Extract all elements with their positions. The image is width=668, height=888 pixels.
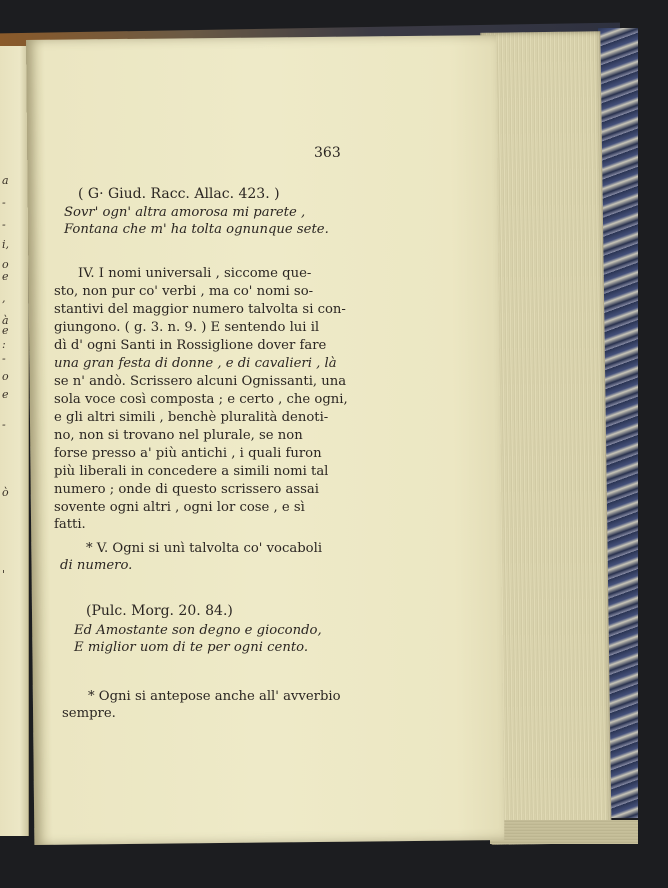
margin-fragment: - xyxy=(2,418,6,431)
note-line: * Ogni si antepose anche all' avverbio xyxy=(88,689,341,704)
paragraph-line: dì d' ogni Santi in Rossiglione dover fare xyxy=(54,338,327,353)
paragraph-line: una gran festa di donne , e di cavalieri , là xyxy=(54,356,337,371)
paragraph-line: giungono. ( g. 3. n. 9. ) E sentendo lui il xyxy=(54,320,320,335)
paragraph-line: se n' andò. Scrissero alcuni Ognissanti, una xyxy=(54,374,347,389)
paragraph-line: forse presso a' più antichi , i quali furon xyxy=(54,446,322,461)
margin-fragment: e xyxy=(2,324,9,337)
verse-line: Fontana che m' ha tolta ognunque sete. xyxy=(64,222,329,237)
paragraph-line: no, non si trovano nel plurale, se non xyxy=(54,428,303,443)
paragraph-line: sola voce così composta ; e certo , che ogni, xyxy=(54,392,348,407)
note-line: di numero. xyxy=(60,558,133,573)
page-number: 363 xyxy=(314,145,341,161)
note-line: * V. Ogni si unì talvolta co' vocaboli xyxy=(86,541,323,556)
left-page-fragment xyxy=(0,46,29,836)
margin-fragment: o xyxy=(2,370,9,383)
paragraph-line: più liberali in concedere a simili nomi tal xyxy=(54,464,329,479)
paragraph-line: numero ; onde di questo scrissero assai xyxy=(54,482,319,497)
margin-fragment: à xyxy=(2,314,9,327)
paragraph-line: e gli altri simili , benchè pluralità denoti- xyxy=(54,410,329,425)
margin-fragment: a xyxy=(2,174,9,187)
margin-fragment: ò xyxy=(2,486,9,499)
paragraph-line: stantivi del maggior numero talvolta si con- xyxy=(54,302,346,317)
paragraph-line: IV. I nomi universali , siccome que- xyxy=(78,266,312,281)
paragraph-line: sto, non pur co' verbi , ma co' nomi so- xyxy=(54,284,314,299)
verse-line: Ed Amostante son degno e giocondo, xyxy=(74,623,322,638)
margin-fragment: - xyxy=(2,352,6,365)
margin-fragment: - xyxy=(2,218,6,231)
paragraph-line: fatti. xyxy=(54,517,86,532)
margin-fragment: e xyxy=(2,388,9,401)
margin-fragment: : xyxy=(2,338,6,351)
margin-fragment: i, xyxy=(2,238,10,251)
page-edges-bottom xyxy=(490,820,638,844)
margin-fragment: o xyxy=(2,258,9,271)
paragraph-line: sovente ogni altri , ogni lor cose , e sì xyxy=(54,500,305,515)
margin-fragment: e xyxy=(2,270,9,283)
verse-line: Sovr' ogn' altra amorosa mi parete , xyxy=(64,205,306,220)
verse-line: E miglior uom di te per ogni cento. xyxy=(74,640,309,655)
margin-fragment: ' xyxy=(2,568,6,581)
citation: (Pulc. Morg. 20. 84.) xyxy=(86,603,233,619)
citation: ( G· Giud. Racc. Allac. 423. ) xyxy=(78,186,280,202)
margin-fragment: - xyxy=(2,196,6,209)
margin-fragment: , xyxy=(2,292,6,305)
note-line: sempre. xyxy=(62,706,116,721)
